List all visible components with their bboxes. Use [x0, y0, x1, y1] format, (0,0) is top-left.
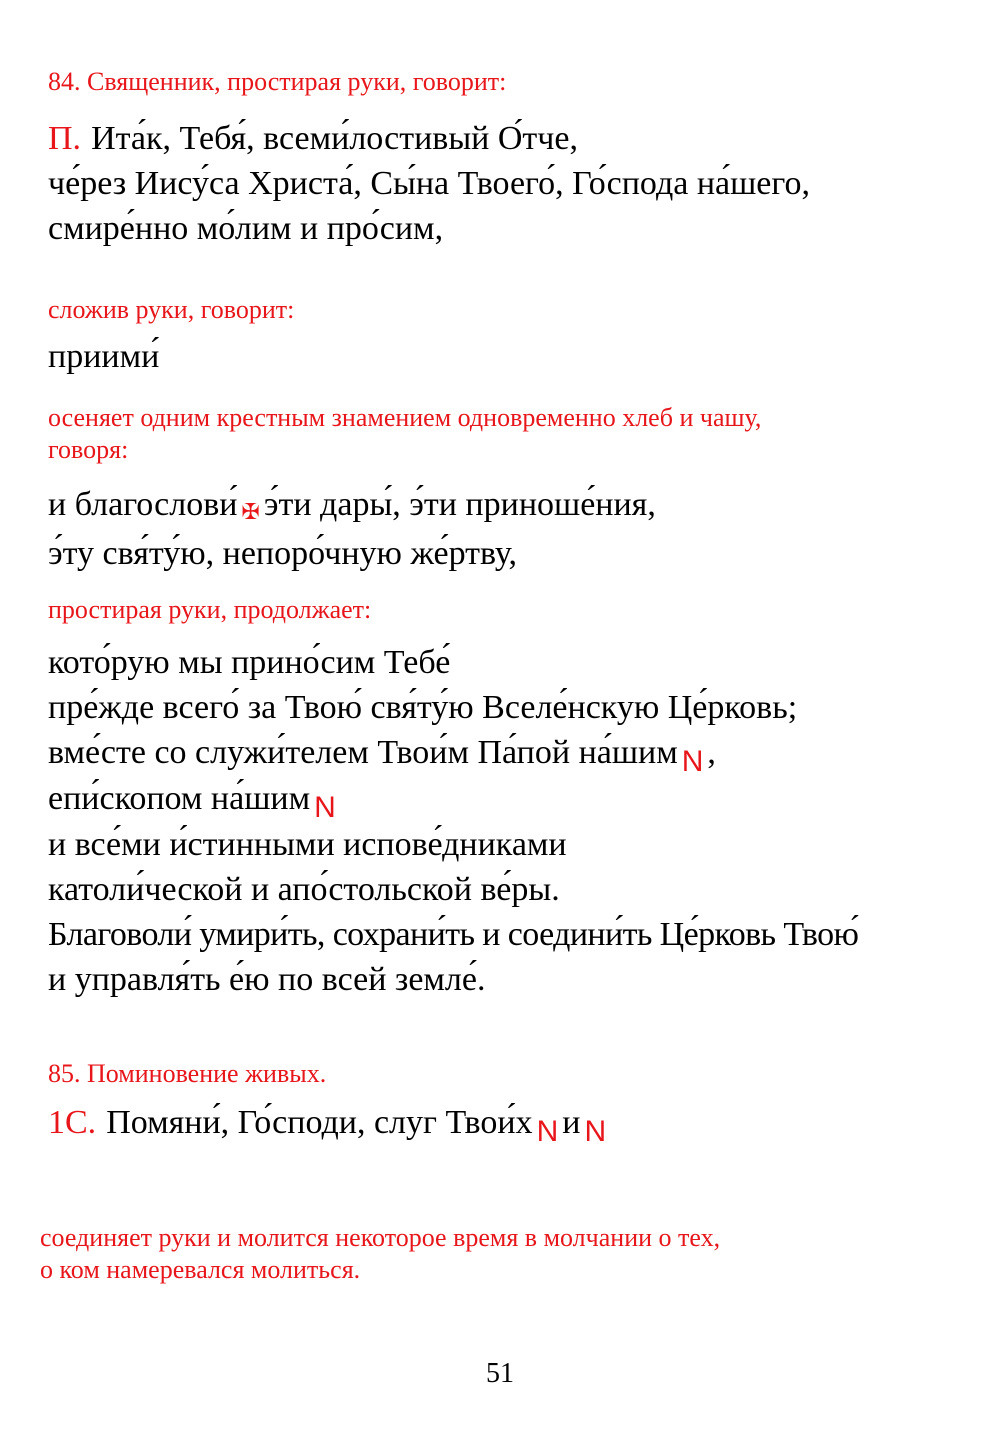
prayer-line: че́рез Иису́са Христа́, Сы́на Твоего́, Го́спода на́шего,: [48, 165, 810, 202]
rubric-line: о ком намеревался молиться.: [40, 1255, 361, 1284]
prayer-line: [48, 116, 958, 161]
blessing-block: [48, 482, 958, 576]
prayer-line: приими́: [48, 338, 160, 375]
rubric-silent-prayer: [40, 1222, 940, 1286]
prayer-line: [48, 482, 958, 531]
prayer-line: Благоволи́ умири́ть, сохрани́ть и соедини́ть Це́рковь Твою́: [48, 916, 859, 953]
prayer-text: э́ти дары́, э́ти приноше́ния,: [263, 486, 656, 523]
prayer-line: э́ту свя́ту́ю, непоро́чную же́ртву,: [48, 535, 517, 572]
prayer-text: Ита́к, Тебя́, всеми́лостивый О́тче,: [91, 120, 578, 157]
section-85-heading: 85. Поминовение живых.: [48, 1059, 327, 1088]
rubric-line: говоря:: [48, 435, 129, 464]
prayer-line: смире́нно мо́лим и про́сим,: [48, 210, 444, 247]
rubric-extend-hands: простирая руки, продолжает:: [48, 595, 372, 624]
rubric-blessing: [48, 402, 948, 466]
prayer-text: вме́сте со служи́телем Твои́м Па́пой на́шим: [48, 734, 678, 771]
commemoration-line: [48, 1100, 958, 1146]
word-accept: [48, 334, 958, 379]
prayer-line: и управля́ть е́ю по всей земле́.: [48, 961, 486, 998]
name-placeholder-mark: N: [584, 1115, 607, 1148]
speaker-label: 1С.: [48, 1104, 97, 1141]
rubric-line: соединяет руки и молится некоторое время в молчании о тех,: [40, 1223, 721, 1252]
prayer-line: [48, 776, 958, 822]
prayer-line: пре́жде всего́ за Твою́ свя́ту́ю Вселе́нскую Це́рковь;: [48, 689, 798, 726]
page-number: 51: [486, 1358, 514, 1389]
prayer-text: Помяни́, Го́споди, слуг Твои́х: [106, 1104, 533, 1141]
name-placeholder-mark: N: [536, 1115, 559, 1148]
prayer-text: епи́скопом на́шим: [48, 780, 311, 817]
section-84-heading: 84. Священник, простирая руки, говорит:: [48, 67, 507, 96]
prayer-line: и все́ми и́стинными испове́дниками: [48, 826, 567, 863]
prayer-block-1: [48, 116, 958, 251]
offering-block: [48, 640, 958, 1002]
name-placeholder-mark: N: [681, 745, 704, 778]
prayer-line: [48, 730, 958, 776]
prayer-line: [48, 1100, 958, 1146]
cross-icon: ✠: [241, 500, 260, 525]
rubric-join-hands: сложив руки, говорит:: [48, 295, 295, 324]
name-placeholder-mark: N: [314, 791, 336, 824]
rubric-line: осеняет одним крестным знамением одновременно хлеб и чашу,: [48, 403, 762, 432]
speaker-label: П.: [48, 120, 82, 157]
prayer-line: католи́ческой и апо́стольской ве́ры.: [48, 871, 560, 908]
comma: ,: [707, 734, 716, 771]
prayer-text: и: [562, 1104, 581, 1141]
prayer-text: и благослови́: [48, 486, 238, 523]
prayer-line: кото́рую мы прино́сим Тебе́: [48, 644, 451, 681]
